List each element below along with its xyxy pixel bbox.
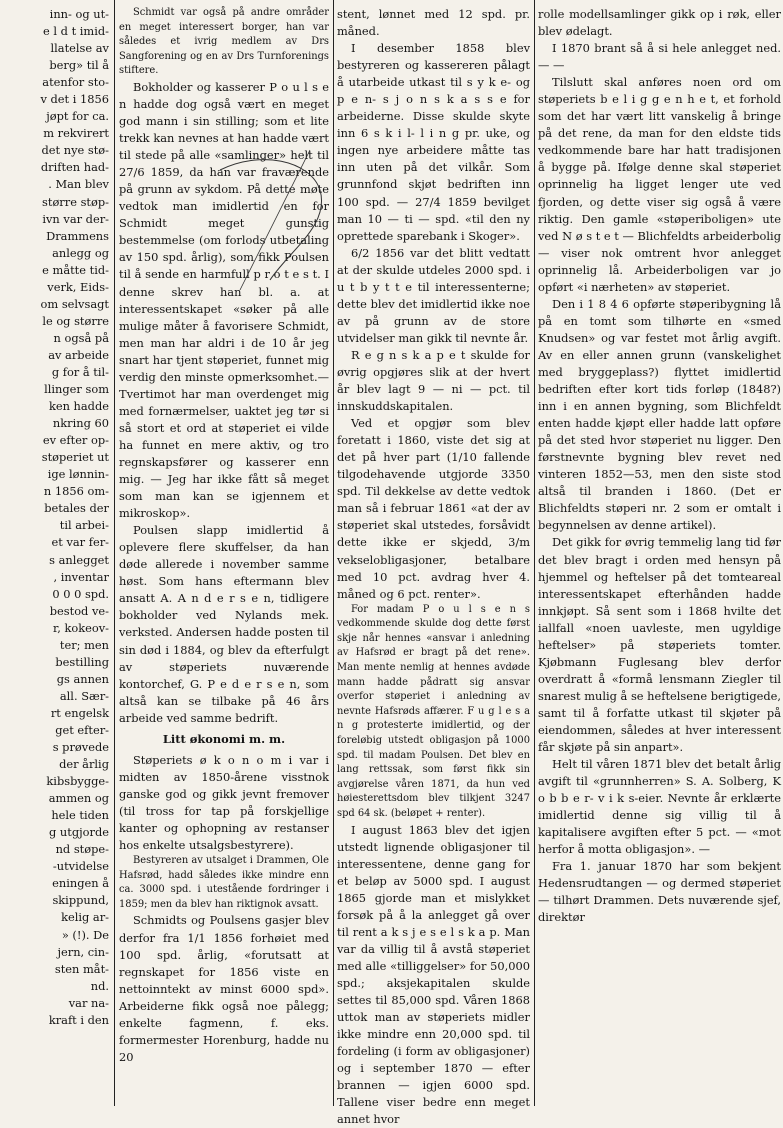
col1-paragraph: nd støpe- bbox=[55, 842, 109, 857]
col4-paragraph: Den i 1 8 4 6 opførte støperibygning lå på en tomt som tilhørte en «smed Knudsen» og var festet mot årlig avgift. Av en eller annen grunn (vanskelighet med bryggeplass?) flyttet imidlertid bedriften efter kort tids forløp (1848?) inn i en annen bygning, som Blichfeldt enten hadde kjøpt eller hadde latt opføre på det sted hvor støperiet nu ligger. Den førstnevnte bygning blev revet ned vinteren 1852—53, men den siste stod altså til branden i 1860. (Det er Blichfeldts støperi nr. 2 som er omtalt i begynnelsen av denne artikel). bbox=[538, 296, 781, 533]
column-rule bbox=[114, 0, 115, 1106]
col2-paragraph: Schmidts og Poulsens gasjer blev derfor fra 1/1 1856 forhøiet med 100 spd. årlig, «forutsatt at regnskapet for 1856 viste en nettoinntekt av minst 6000 spd». Arbeiderne fikk også noe pålegg; enkelte fagmenn, f. eks. formermester Horenburg, hadde nu 20 bbox=[119, 913, 329, 1064]
column-rule bbox=[333, 0, 334, 1106]
col1-paragraph: et var fer- bbox=[51, 535, 109, 550]
col1-paragraph: ev efter op- bbox=[42, 433, 109, 448]
column-3 bbox=[337, 6, 530, 1127]
col4-paragraph: Det gikk for øvrig temmelig lang tid før det blev bragt i orden med hensyn på hjemmel og heftelser på det tomteareal interessentskapet efterhånden hadde innkjøpt. Så sent som i 1868 hvilte det iallfall «noen uavleste, men ugyldige heftelser» på støperiets tomter. Kjøbmann Fuglesang blev derfor overdratt å «formå lensmann Ziegler til snarest mulig å se heftelsene berigtigede, samt til å forfatte utkast til skjøter på eiendommen, således at hver interessent får skjøte på sin anpart». bbox=[538, 535, 782, 755]
col3-paragraph: Ved et opgjør som blev foretatt i 1860, viste det sig at det på hver part (1/10 fallende tilgodehavende utgjorde 3350 spd. Til dekkelse av dette vedtok man så i februar 1861 «at der av støperiet skal utstedes, forsåvidt dette ikke er skjedd, 3/m vekselobligasjoner, betalbare med 10 pct. avdrag hver 4. måned og 6 pct. renter». bbox=[337, 416, 530, 601]
col1-paragraph: gs annen bbox=[56, 671, 109, 686]
col1-paragraph: llatelse av bbox=[50, 41, 109, 56]
col1-paragraph: anlegg og bbox=[52, 245, 109, 260]
col2-paragraph: Poulsen slapp imidlertid å oplevere flere skuffelser, da han døde allerede i november samme høst. Som hans eftermann blev ansatt A. A n d e r s e n, tidligere bokholder ved Nylands mek. verksted. Andersen hadde posten til sin død i 1884, og blev da efterfulgt av støperiets nuværende kontorchef, G. P e d e r s e n, som altså kan se tilbake på 46 års arbeide ved samme bedrift. bbox=[119, 523, 329, 725]
column-rule bbox=[534, 0, 535, 1106]
col1-paragraph: til arbei- bbox=[59, 518, 109, 533]
col1-paragraph: g utgjorde bbox=[49, 825, 109, 840]
col1-paragraph: atenfor sto- bbox=[42, 75, 109, 90]
col1-paragraph: e l d t imid- bbox=[43, 24, 109, 39]
col1-paragraph: sten måt- bbox=[54, 961, 109, 976]
col3-paragraph: 6/2 1856 var det blitt vedtatt at der skulde utdeles 2000 spd. i u t b y t t e til interessenterne; dette blev det imidlertid ikke noe av på grunn av de store utvidelser man gikk til nevnte år. bbox=[337, 245, 530, 345]
col1-paragraph: . Man blev bbox=[48, 177, 109, 192]
col1-paragraph: der årlig bbox=[59, 757, 109, 772]
col1-paragraph: llinger som bbox=[44, 382, 109, 397]
column-1 bbox=[0, 6, 109, 1100]
col3-paragraph: For madam P o u l s e n s vedkommende skulde dog dette først skje når hennes «ansvar i anledning av Hafsrød er bragt på det rene». Man mente nemlig at hennes avdøde mann hadde pådratt sig ansvar overfor støperiet i anledning av nevnte Hafsrøds affærer. F u g l e s a n g protesterte imidlertid, og der foreløbig utstedt obligasjon på 1000 spd. til madam Poulsen. Det blev en lang rettssak, som først fikk sin avgjørelse våren 1871, da hun ved høiesterettsdom blev tilkjent 3247 spd 64 sk. (beløpet + renter). bbox=[337, 603, 530, 819]
col1-paragraph: e måtte tid- bbox=[42, 262, 109, 277]
col1-paragraph: av arbeide bbox=[48, 347, 109, 362]
col2-paragraph: Schmidt var også på andre områder en meget interessert borger, han var således et ivrig medlem av Drs Sangforening og en av Drs Turnforenings stiftere. bbox=[119, 7, 329, 77]
col1-paragraph: m rekvirert bbox=[43, 126, 109, 141]
col4-paragraph: rolle modellsamlinger gikk op i røk, eller blev ødelagt. bbox=[538, 7, 781, 39]
col1-paragraph: støperiet ut bbox=[41, 450, 109, 465]
col4-paragraph: Tilslutt skal anføres noen ord om støperiets b e l i g g e n h e t, et forhold som det har vært litt vanskelig å bringe på det rene, da man for den eldste tids vedkommende bare har hatt tradisjonen å bygge på. Ifølge denne skal støperiet oprinnelig ha ligget lenger ute ved fjorden, og dette viser sig også å være riktig. Den gamle «støperiboligen» ute ved N ø s t e t — Blichfeldts arbeiderbolig — viser nok omtrent hvor anlegget oprinnelig lå. Arbeiderboligen var jo opført «i nærheten» av støperiet. bbox=[538, 75, 781, 294]
col1-paragraph: ige lønnin- bbox=[47, 467, 109, 482]
col1-paragraph: g for å til- bbox=[51, 364, 109, 379]
col1-paragraph: 0 0 0 spd. bbox=[52, 586, 109, 601]
col4-paragraph: Helt til våren 1871 blev det betalt årlig avgift til «grunnherren» S. A. Solberg, K o b b e r- v i k s-eier. Nevnte år erklærte imidlertid denne sig villig til å kapitalisere avgiften efter 5 pct. — «mot herfor å motta obligasjon». — bbox=[538, 757, 781, 857]
col3-paragraph: R e g n s k a p e t skulde for øvrig opgjøres slik at der hvert år blev lagt 9 — ni — pct. til innskuddskapitalen. bbox=[337, 347, 530, 414]
col1-paragraph: større støp- bbox=[42, 194, 109, 209]
col1-paragraph: det nye stø- bbox=[41, 143, 109, 158]
col1-paragraph: all. Sær- bbox=[59, 688, 109, 703]
col1-paragraph: s prøvede bbox=[52, 740, 109, 755]
col1-paragraph: kibsbygge- bbox=[46, 774, 109, 789]
col1-paragraph: driften had- bbox=[40, 160, 109, 175]
col1-paragraph: betales der bbox=[44, 501, 109, 516]
col1-paragraph: hele tiden bbox=[51, 808, 109, 823]
col1-paragraph: ammen og bbox=[48, 791, 109, 806]
col4-paragraph: Fra 1. januar 1870 har som bekjent Hedensrudtangen — og dermed støperiet — tilhørt Drammen. Dets nuværende sjef, direktør bbox=[538, 859, 781, 925]
col1-paragraph: Drammens bbox=[46, 228, 109, 243]
col3-paragraph: I desember 1858 blev bestyreren og kassereren pålagt å utarbeide utkast til s y k e- og p e n- s j o n s k a s s e for arbeiderne. Disse skulde skyte inn 6 s k i l- l i n g pr. uke, og ingen nye arbeidere måtte tas inn uten på det vilkår. Som grunnfond skjøt bedriften inn 100 spd. — 27/4 1859 bevilget man 10 — ti — spd. «til den ny oprettede sparebank i Skoger». bbox=[337, 41, 530, 243]
column-2 bbox=[119, 6, 329, 1100]
col1-paragraph: v det i 1856 bbox=[40, 92, 109, 107]
col1-paragraph: n 1856 om- bbox=[43, 484, 109, 499]
col1-paragraph: ken hadde bbox=[48, 399, 109, 414]
col3-paragraph: I august 1863 blev det igjen utstedt lignende obligasjoner til interessentene, denne gang for et beløp av 5000 spd. I august 1865 gjorde man et mislykket forsøk på å la anlegget gå over til rent a k s j e s e l s k a p. Man var da villig til å avstå støperiet med alle «tilliggelser» for 50,000 spd.; aksjekapitalen skulde settes til 85,000 spd. Våren 1868 uttok man av støperiets midler ikke mindre enn 20,000 spd. til fordeling (i form av obligasjoner) og i september 1870 — efter brannen — igjen 6000 spd. Tallene viser bedre enn meget annet hvor bbox=[337, 822, 530, 1127]
col1-paragraph: s anlegget bbox=[49, 552, 109, 567]
col1-paragraph: n også på bbox=[53, 330, 109, 345]
col1-paragraph: skippund, bbox=[52, 893, 109, 908]
col1-paragraph: nkring 60 bbox=[52, 416, 109, 431]
col1-paragraph: -utvidelse bbox=[52, 859, 109, 874]
col1-paragraph: le og større bbox=[42, 313, 109, 328]
col1-paragraph: eningen å bbox=[52, 876, 109, 891]
col1-paragraph: kraft i den bbox=[48, 1012, 109, 1027]
col1-paragraph: rt engelsk bbox=[50, 705, 109, 720]
col1-paragraph: kelig ar- bbox=[61, 910, 109, 925]
col4-paragraph: I 1870 brant så å si hele anlegget ned. — — bbox=[538, 41, 781, 73]
col1-paragraph: bestilling bbox=[55, 654, 109, 669]
col1-paragraph: get efter- bbox=[55, 722, 109, 737]
col1-paragraph: , inventar bbox=[53, 569, 109, 584]
col1-paragraph: inn- og ut- bbox=[49, 7, 109, 21]
col2-paragraph: Støperiets ø k o n o m i var i midten av 1850-årene visstnok ganske god og gikk jevnt fremover (til tross for tap på forskjellige kanter og ophopning av restanser hos enkelte utsalgsbestyrere). bbox=[119, 752, 329, 853]
col3-paragraph: stent, lønnet med 12 spd. pr. måned. bbox=[337, 7, 530, 39]
col1-paragraph: r, kokeov- bbox=[53, 620, 109, 635]
col1-paragraph: ivn var der- bbox=[42, 211, 109, 226]
col1-paragraph: » (!). De bbox=[61, 927, 109, 942]
col1-paragraph: om selvsagt bbox=[40, 296, 109, 311]
col1-paragraph: verk, Eids- bbox=[47, 279, 109, 294]
column-4 bbox=[538, 6, 781, 1100]
col1-paragraph: jøpt for ca. bbox=[46, 109, 109, 124]
col1-paragraph: ter; men bbox=[59, 637, 109, 652]
col1-paragraph: bestod ve- bbox=[49, 603, 109, 618]
col1-paragraph: berg» til å bbox=[49, 58, 109, 73]
col2-paragraph: Bestyreren av utsalget i Drammen, Ole Hafsrød, hadd således ikke mindre enn ca. 3000 spd. i utestående fordringer i 1859; men da blev han riktignok avsatt. bbox=[119, 855, 329, 910]
col2-paragraph: Litt økonomi m. m. bbox=[162, 731, 286, 746]
col1-paragraph: var na- bbox=[68, 995, 109, 1010]
col2-paragraph: Bokholder og kasserer P o u l s e n hadde dog også vært en meget god mann i sin stilling; som et lite trekk kan nevnes at han hadde vært til stede på alle «samlinger» helt til 27/6 1859, da han var fraværende på grunn av sykdom. På dette møte vedtok man imidlertid en for Schmidt meget gunstig bestemmelse (om forlods utbetaling av 150 spd. årlig), som fikk Poulsen til å sende en harmfull p r o t e s t. I denne skrev han bl. a. at interessentskapet «søker på alle mulige måter å favorisere Schmidt, men man har aldri i de 10 år jeg snart har tjent støperiet, funnet mig verdig den minste opmerksomhet.— Tvertimot har man overdenget mig med fornærmelser, uaktet jeg tør si så stort et ord at støperiet ei vilde ha funnet en mere aktiv, og tro regnskapsfører og kasserer enn mig. — Jeg har ikke fått så meget som man kan se igjennem et mikroskop». bbox=[119, 79, 329, 521]
col1-paragraph: nd. bbox=[90, 978, 109, 993]
col1-paragraph: jern, cin- bbox=[57, 944, 109, 959]
